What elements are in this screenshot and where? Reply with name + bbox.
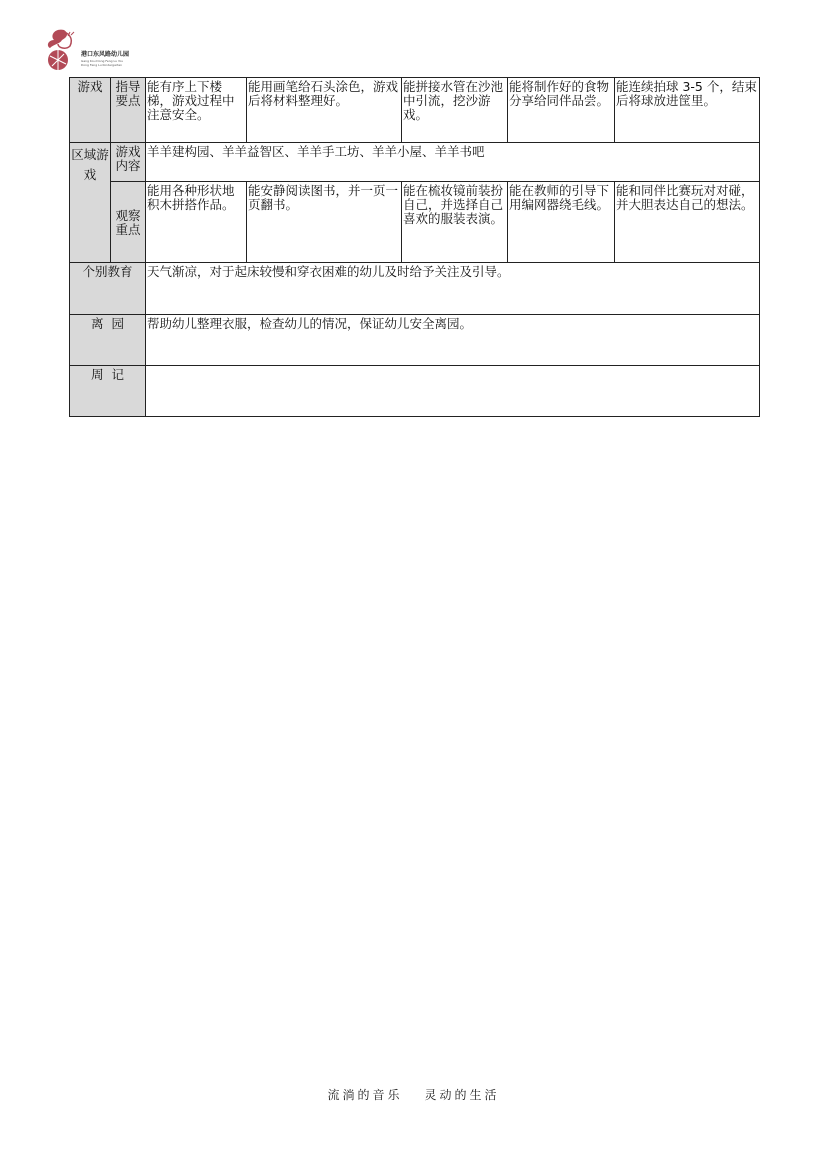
area-content-row bbox=[70, 143, 760, 182]
weekly-label: 周 记 bbox=[70, 366, 146, 417]
daily-plan-table bbox=[69, 77, 760, 417]
footer-slogan-right: 灵动的生活 bbox=[424, 1088, 500, 1102]
individual-row bbox=[70, 263, 760, 315]
individual-content: 天气渐凉，对于起床较慢和穿衣困难的幼儿及时给予关注及引导。 bbox=[146, 263, 760, 315]
area-content: 羊羊建构园、羊羊益智区、羊羊手工坊、羊羊小屋、羊羊书吧 bbox=[146, 143, 760, 182]
kindergarten-logo-icon bbox=[44, 26, 80, 72]
area-observe-row bbox=[70, 182, 760, 263]
area-content-header: 游戏内容 bbox=[111, 143, 146, 182]
observe-cell: 能在教师的引导下用编网器绕毛线。 bbox=[508, 182, 615, 263]
brand-name-en: Gang Kou Dong Feng Lu You bbox=[81, 59, 124, 63]
footer-slogan bbox=[0, 1086, 827, 1103]
guidance-cell: 能拼接水管在沙池中引流，挖沙游戏。 bbox=[402, 78, 508, 143]
footer-slogan-left: 流淌的音乐 bbox=[327, 1088, 403, 1102]
leave-content: 帮助幼儿整理衣服，检查幼儿的情况，保证幼儿安全离园。 bbox=[146, 315, 760, 366]
observe-cell: 能在梳妆镜前装扮自己，并选择自己喜欢的服装表演。 bbox=[402, 182, 508, 263]
guidance-cell: 能有序上下楼梯，游戏过程中注意安全。 bbox=[146, 78, 247, 143]
brand-name: 港口东风路幼儿园 bbox=[81, 51, 130, 58]
leave-label: 离 园 bbox=[70, 315, 146, 366]
observe-cell: 能和同伴比赛玩对对碰，并大胆表达自己的想法。 bbox=[615, 182, 760, 263]
guidance-cell: 能连续拍球 3-5 个，结束后将球放进筐里。 bbox=[615, 78, 760, 143]
guidance-cell: 能用画笔给石头涂色，游戏后将材料整理好。 bbox=[247, 78, 402, 143]
weekly-row bbox=[70, 366, 760, 417]
outdoor-category: 游戏 bbox=[70, 78, 111, 143]
brand-name-en-2: Dong Feng Lu Kindergarten bbox=[81, 63, 123, 67]
observe-cell: 能用各种形状地积木拼搭作品。 bbox=[146, 182, 247, 263]
guidance-header: 指导要点 bbox=[111, 78, 146, 143]
individual-label: 个别教育 bbox=[70, 263, 146, 315]
observe-header: 观察重点 bbox=[111, 182, 146, 263]
outdoor-game-row bbox=[70, 78, 760, 143]
area-category: 区域游戏 bbox=[70, 143, 111, 263]
weekly-content[interactable] bbox=[146, 366, 760, 417]
leave-row bbox=[70, 315, 760, 366]
kindergarten-logo bbox=[44, 26, 154, 74]
observe-cell: 能安静阅读图书，并一页一页翻书。 bbox=[247, 182, 402, 263]
guidance-cell: 能将制作好的食物分享给同伴品尝。 bbox=[508, 78, 615, 143]
